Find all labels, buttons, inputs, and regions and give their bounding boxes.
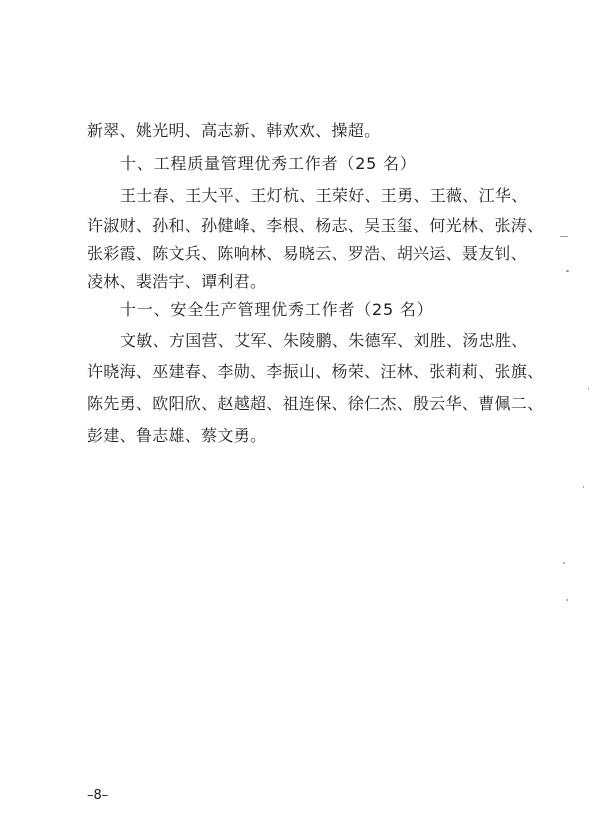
scan-speck (583, 486, 584, 488)
text-line: 王士春、王大平、王灯杭、王荣好、王勇、王薇、江华、 (120, 186, 528, 205)
text-line: 许淑财、孙和、孙健峰、李根、杨志、吴玉玺、何光林、张涛、 (87, 216, 544, 235)
scan-speck (566, 599, 568, 601)
text-line: 许晓海、巫建春、李勋、李振山、杨荣、汪林、张莉莉、张旗、 (87, 362, 544, 381)
scan-speck (566, 270, 569, 272)
section-heading-safety-production: 十一、安全生产管理优秀工作者（25 名） (120, 300, 434, 319)
scan-speck (560, 236, 568, 237)
text-line: 凌林、裴浩宇、谭利君。 (87, 272, 267, 291)
scan-speck (588, 388, 589, 390)
text-line: 陈先勇、欧阳欣、赵越超、祖连保、徐仁杰、殷云华、曹佩二、 (87, 394, 544, 413)
text-line: 彭建、鲁志雄、蔡文勇。 (87, 426, 267, 445)
section-heading-engineering-quality: 十、工程质量管理优秀工作者（25 名） (120, 154, 417, 173)
scan-speck (563, 562, 565, 564)
page-number: –8– (87, 788, 109, 803)
text-line: 张彩霞、陈文兵、陈响林、易晓云、罗浩、胡兴运、聂友钊、 (87, 244, 528, 263)
text-line: 文敏、方国营、艾军、朱陵鹏、朱德军、刘胜、汤忠胜、 (120, 331, 528, 350)
text-line: 新翠、姚光明、高志新、韩欢欢、操超。 (87, 121, 381, 140)
